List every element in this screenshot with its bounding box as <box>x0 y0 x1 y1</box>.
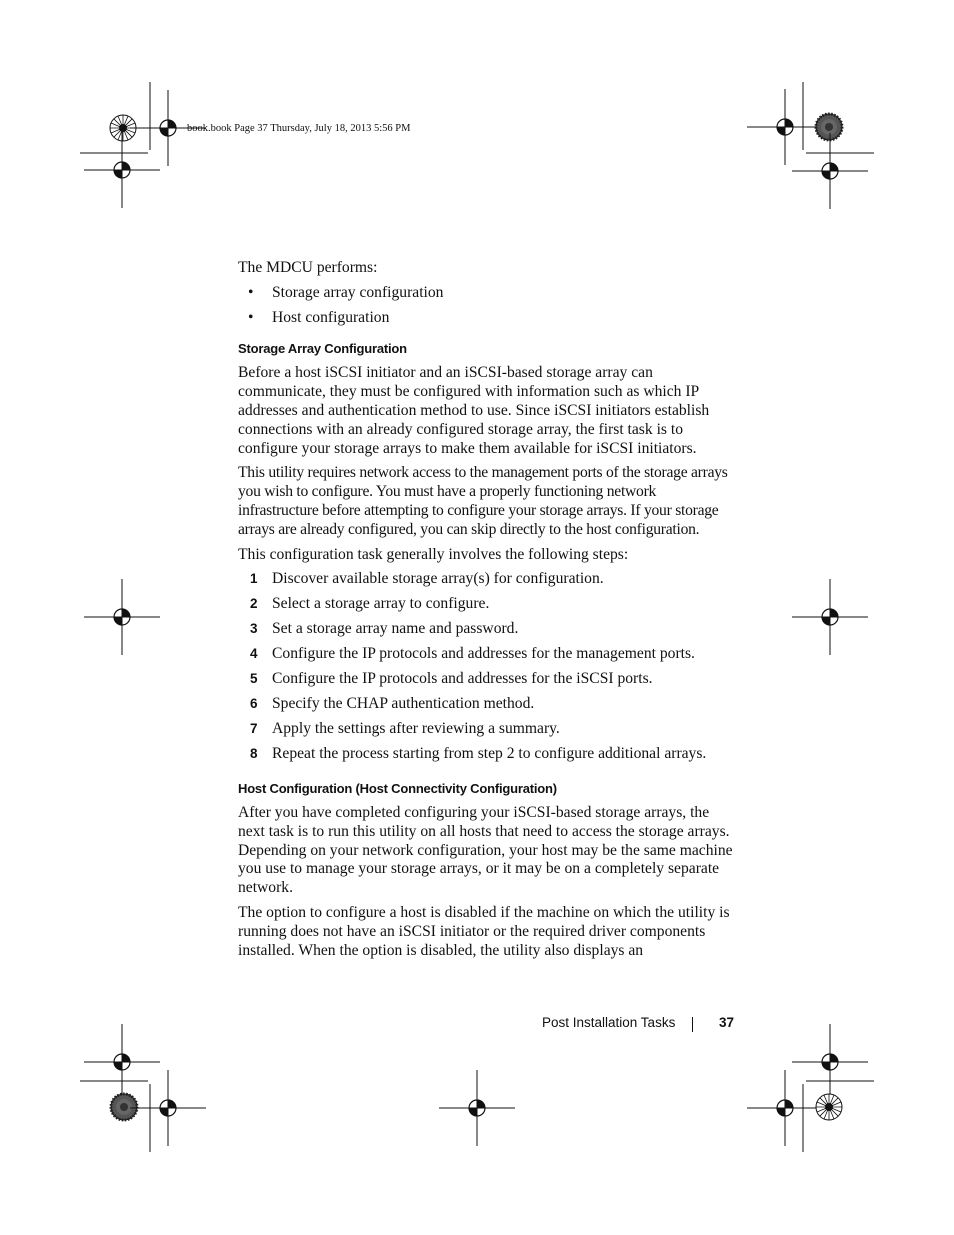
print-slug-line: book.book Page 37 Thursday, July 18, 2013 5:56 PM <box>187 123 411 134</box>
list-item: 4 Configure the IP protocols and addresses for the management ports. <box>250 645 695 663</box>
footer-section-title: Post Installation Tasks <box>542 1015 676 1030</box>
paragraph: This configuration task generally involves the following steps: <box>238 545 629 563</box>
crosshair-icon <box>439 1070 515 1146</box>
section-heading-host-configuration: Host Configuration (Host Connectivity Configuration) <box>238 781 557 797</box>
steps-list <box>238 570 738 764</box>
list-item: 1 Discover available storage array(s) for configuration. <box>250 570 604 588</box>
bullet-list <box>238 284 738 328</box>
footer-divider <box>692 1017 693 1032</box>
crosshair-icon <box>747 89 823 165</box>
list-item: • Storage array configuration <box>248 283 444 301</box>
registration-rosette-icon <box>816 114 842 140</box>
step-number: 4 <box>250 646 258 662</box>
list-item: 3 Set a storage array name and password. <box>250 620 519 638</box>
list-item: 2 Select a storage array to configure. <box>250 595 490 613</box>
step-number: 1 <box>250 571 258 587</box>
section-heading-storage-array: Storage Array Configuration <box>238 341 407 357</box>
list-item: 5 Configure the IP protocols and addresses for the iSCSI ports. <box>250 670 653 688</box>
step-number: 6 <box>250 696 258 712</box>
step-number: 5 <box>250 671 258 687</box>
bullet-icon: • <box>248 283 254 301</box>
paragraph: Before a host iSCSI initiator and an iSCSI-based storage array can communicate, they must be configured with information such as which IP addresses and authentication method to use. Since iSCSI initiators establish connections with an already configured storage array, the first task is to configure your storage arrays to make them available for iSCSI initiators. <box>238 364 710 457</box>
step-number: 3 <box>250 621 258 637</box>
step-number: 2 <box>250 596 258 612</box>
crosshair-icon <box>84 579 160 655</box>
list-item: 6 Specify the CHAP authentication method. <box>250 695 535 713</box>
list-item: 8 Repeat the process starting from step 2 to configure additional arrays. <box>250 745 707 763</box>
bullet-icon: • <box>248 308 254 326</box>
paragraph: After you have completed configuring your iSCSI-based storage arrays, the next task is to run this utility on all hosts that need to access the storage arrays. Depending on your network configuration, your host may be the same machine you use to manage your storage arrays, or it may be on a completely separate network. <box>238 804 733 897</box>
list-item: 7 Apply the settings after reviewing a summary. <box>250 720 560 738</box>
paragraph: The option to configure a host is disabled if the machine on which the utility is running does not have an iSCSI initiator or the required driver components installed. When the option is disabled, the utility also displays an <box>238 904 730 959</box>
step-number: 7 <box>250 721 258 737</box>
paragraph: This utility requires network access to the management ports of the storage arrays you wish to configure. You must have a properly functioning network infrastructure before attempting to configure your storage arrays. If your storage arrays are already configured, you can skip directly to the host configuration. <box>238 464 728 538</box>
page-body <box>238 259 738 960</box>
step-number: 8 <box>250 746 258 762</box>
intro-text: The MDCU performs: <box>238 259 378 276</box>
list-item: • Host configuration <box>248 308 390 326</box>
crosshair-icon <box>84 132 160 208</box>
page-number: 37 <box>719 1015 735 1030</box>
registration-rosette-icon <box>816 1094 842 1120</box>
crosshair-icon <box>84 1024 160 1100</box>
registration-rosette-icon <box>111 1094 137 1120</box>
crosshair-icon <box>792 579 868 655</box>
